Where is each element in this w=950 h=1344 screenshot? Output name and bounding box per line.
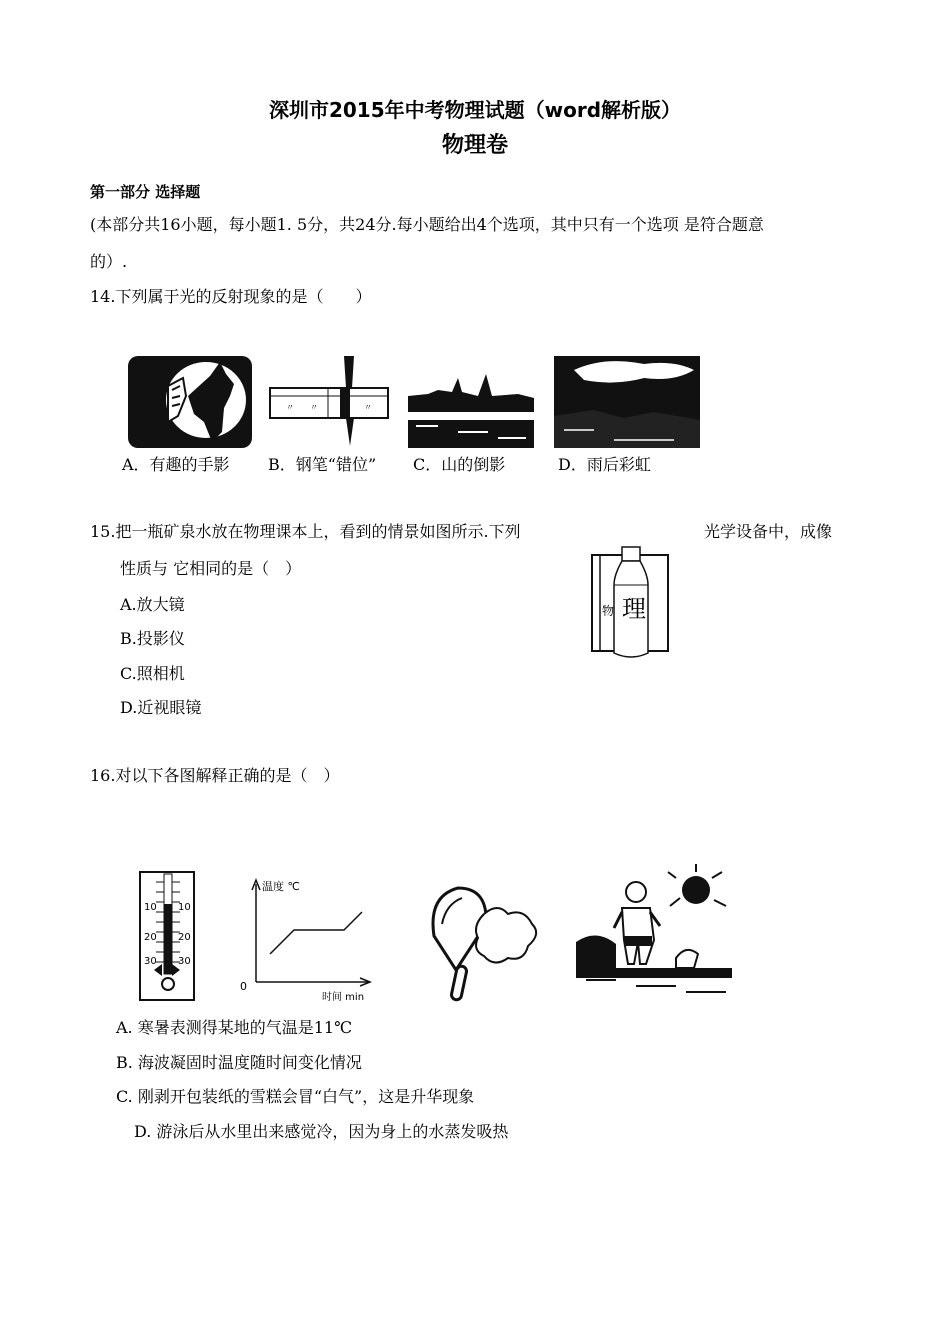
q16-option-c: C. 刚剥开包装纸的雪糕会冒“白气”，这是升华现象 [116,1087,475,1106]
q16-stem: 16.对以下各图解释正确的是（ ） [90,766,340,785]
graph-y-label: 温度 ℃ [262,880,300,893]
thermo-tick-right-20: 20 [178,932,191,943]
q16-option-d: D. 游泳后从水里出来感觉冷，因为身上的水蒸发吸热 [134,1122,509,1141]
q15-figure-text-left: 物 [602,604,615,618]
q15-stem-part1: 15.把一瓶矿泉水放在物理课本上，看到的情景如图所示.下列 [90,522,521,541]
graph-x-label: 时间 min [322,992,365,1003]
thermo-tick-right-10: 10 [178,902,191,913]
thermo-tick-left-20: 20 [144,932,157,943]
q14-option-a: A．有趣的手影 [122,455,230,474]
q14-image-hand-shadow [128,356,252,448]
svg-text:〃: 〃 [310,403,318,412]
section-instruction-line1: (本部分共16小题，每小题1. 5分，共24分.每小题给出4个选项，其中只有一个选项 是符合题意 [90,215,764,234]
q14-image-mountain-reflection [408,356,534,448]
graph-origin-label: 0 [240,980,247,993]
q15-stem-part2: 光学设备中，成像 [704,522,833,541]
section-instruction-line2: 的）. [90,252,128,271]
q15-option-a: A.放大镜 [120,595,185,614]
q16-option-b: B. 海波凝固时温度随时间变化情况 [116,1053,362,1072]
thermo-tick-left-30: 30 [144,956,157,967]
thermo-tick-right-30: 30 [178,956,191,967]
q15-option-c: C.照相机 [120,664,185,683]
q15-figure-text-right: 理 [622,595,646,623]
q14-image-rainbow [554,356,700,448]
q14-option-b: B．钢笔“错位” [268,455,377,474]
q14-image-pen-block [268,356,390,448]
thermo-tick-left-10: 10 [144,902,157,913]
q14-option-c: C．山的倒影 [413,455,506,474]
document-title: 深圳市2015年中考物理试题（word解析版） [268,98,682,122]
section-heading: 第一部分 选择题 [90,183,201,201]
svg-text:〃: 〃 [364,403,372,412]
q16-image-temperature-graph [236,874,376,1004]
q16-image-thermometer [140,872,194,1000]
q16-image-swimmer [576,868,732,998]
q15-option-d: D.近视眼镜 [120,698,202,717]
q15-stem-line2: 性质与 它相同的是（ ） [120,559,302,578]
q15-image-bottle-book [588,545,672,665]
q16-option-a: A. 寒暑表测得某地的气温是11℃ [116,1018,352,1037]
svg-text:〃: 〃 [286,403,294,412]
document-subtitle: 物理卷 [441,133,508,158]
q16-image-ice-cream [428,884,540,1004]
q15-option-b: B.投影仪 [120,629,185,648]
q14-stem: 14.下列属于光的反射现象的是（ ） [90,287,372,306]
q14-option-d: D．雨后彩虹 [558,455,651,474]
